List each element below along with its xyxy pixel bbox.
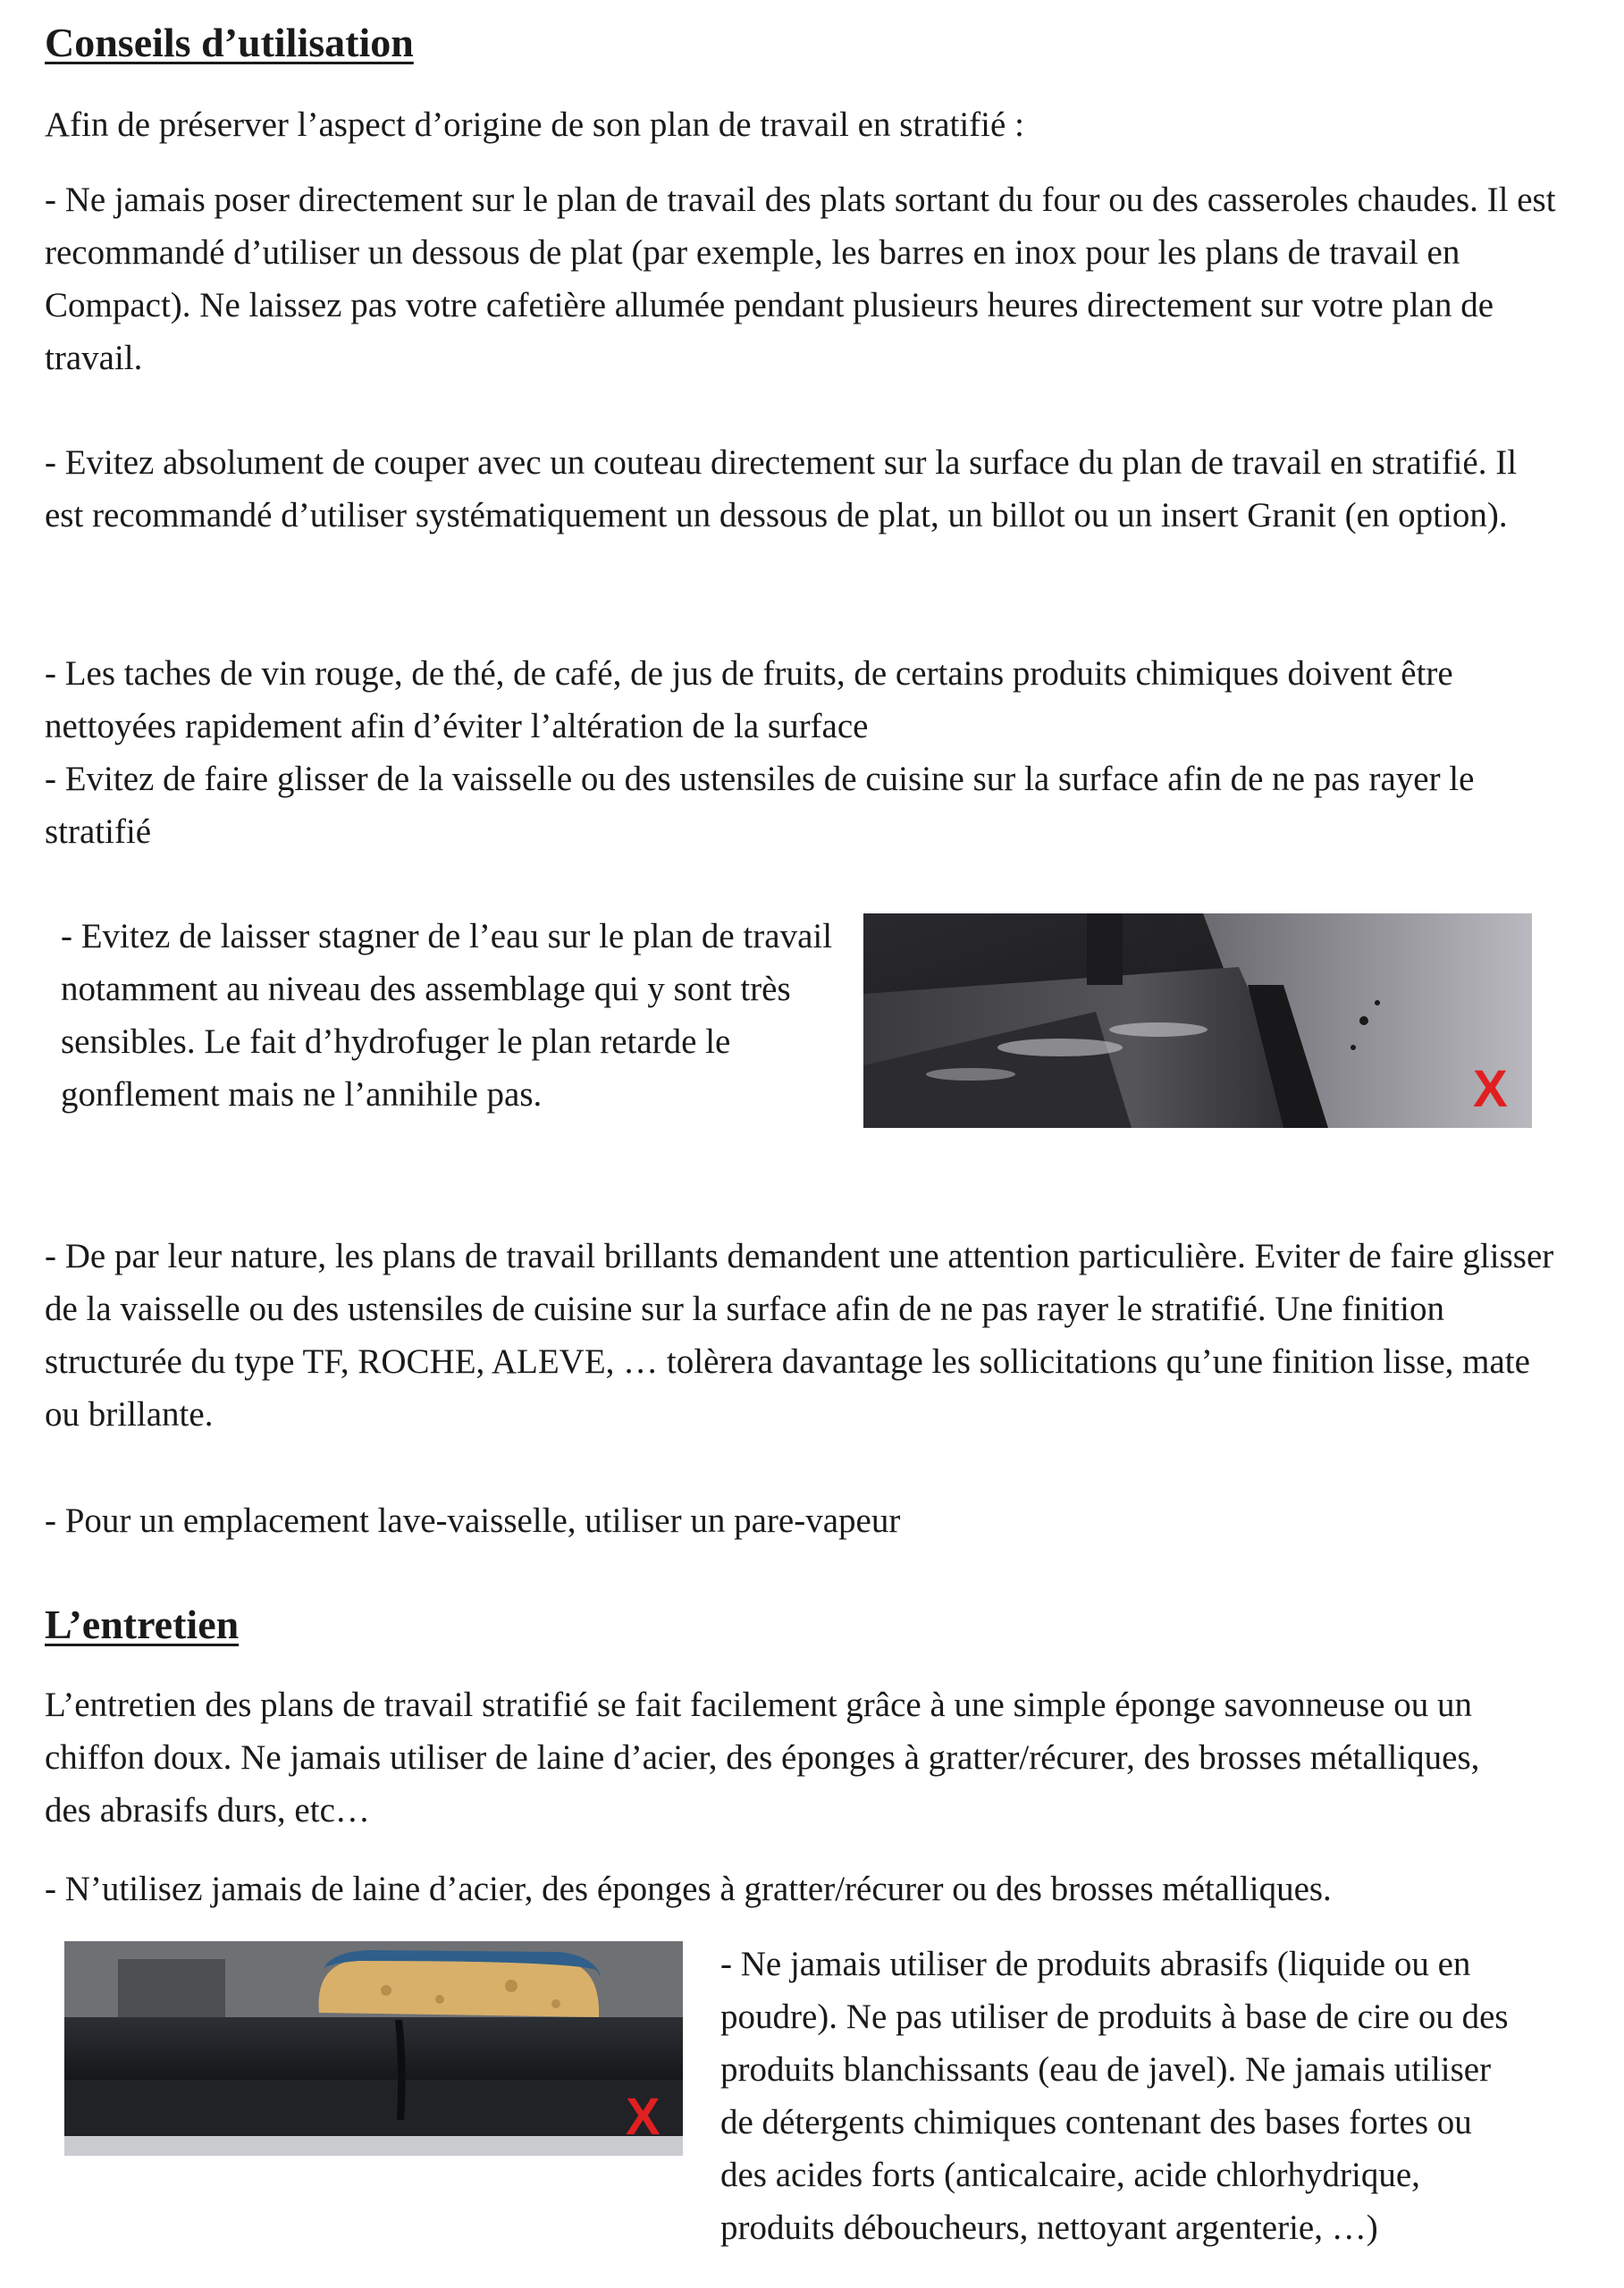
advice-glossy: - De par leur nature, les plans de travail brillants demandent une attention particulière. Eviter de faire glisser de la vaisselle ou des ustensiles de cuisine sur la surface afin de ne pas rayer le stratifié. Une finition structurée du type TF, ROCHE, ALEVE, … tolèrera davantage les sollicitations qu’une finition lisse, mate ou brillante. (45, 1237, 1554, 1434)
forbidden-x-icon-2: X (626, 2088, 661, 2146)
heading-conseils: Conseils d’utilisation (45, 20, 414, 65)
advice-standing-water: - Evitez de laisser stagner de l’eau sur le plan de travail notamment au niveau des assemblage qui y sont très sensibles. Le fait d’hydrofuger le plan retarde le gonflement mais ne l’annihile pas. (61, 917, 833, 1114)
advice-knife: - Evitez absolument de couper avec un couteau directement sur la surface du plan de travail en stratifié. Il est recommandé d’utiliser systématiquement un dessous de plat, un billot ou un insert Granit (en option). (45, 443, 1518, 534)
advice-dishwasher: - Pour un emplacement lave-vaisselle, utiliser un pare-vapeur (45, 1502, 901, 1540)
photo-sponge-on-countertop (64, 1941, 683, 2156)
advice-sliding: - Evitez de faire glisser de la vaisselle ou des ustensiles de cuisine sur la surface afin de ne pas rayer le stratifié (45, 760, 1475, 851)
maintenance-intro: L’entretien des plans de travail stratifié se fait facilement grâce à une simple éponge savonneuse ou un chiffon doux. Ne jamais utiliser de laine d’acier, des éponges à gratter/récurer, des brosses métalliques, des abrasifs durs, etc… (45, 1686, 1480, 1830)
maintenance-no-steel-wool: - N’utilisez jamais de laine d’acier, des éponges à gratter/récurer ou des brosses métalliques. (45, 1870, 1332, 1908)
photo-water-on-countertop (863, 913, 1532, 1128)
advice-stains: - Les taches de vin rouge, de thé, de café, de jus de fruits, de certains produits chimiques doivent être nettoyées rapidement afin d’éviter l’altération de la surface (45, 654, 1453, 745)
maintenance-no-abrasives: - Ne jamais utiliser de produits abrasifs (liquide ou en poudre). Ne pas utiliser de produits à base de cire ou des produits blanchissants (eau de javel). Ne jamais utiliser de détergents chimiques contenant des bases fortes ou des acides forts (anticalcaire, acide chlorhydrique, produits déboucheurs, nettoyant argenterie, …) (720, 1945, 1509, 2247)
heading-entretien: L’entretien (45, 1602, 240, 1647)
intro-paragraph: Afin de préserver l’aspect d’origine de son plan de travail en stratifié : (45, 105, 1024, 144)
photo-water-image (863, 913, 1532, 1128)
advice-hot-dishes: - Ne jamais poser directement sur le plan de travail des plats sortant du four ou des casseroles chaudes. Il est recommandé d’utiliser un dessous de plat (par exemple, les barres en inox pour les plans de travail en Compact). Ne laissez pas votre cafetière allumée pendant plusieurs heures directement sur votre plan de travail. (45, 181, 1556, 377)
forbidden-x-icon: X (1473, 1060, 1508, 1118)
photo-sponge-image (64, 1941, 683, 2156)
